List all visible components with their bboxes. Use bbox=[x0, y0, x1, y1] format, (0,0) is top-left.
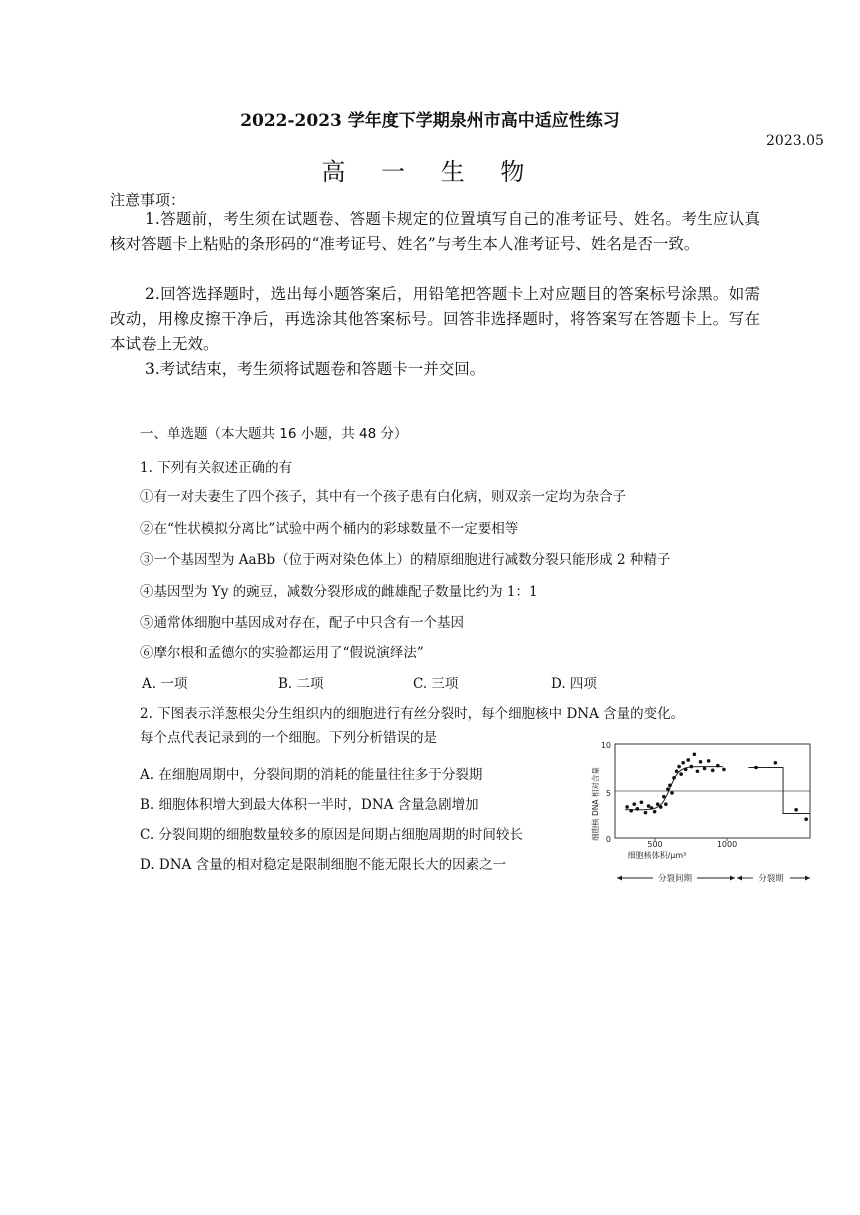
interphase-data-point bbox=[666, 787, 670, 791]
note-item-1: 1.答题前，考生须在试题卷、答题卡规定的位置填写自己的准考证号、姓名。考生应认真核对答题卡上粘贴的条形码的“准考证号、姓名”与考生本人准考证号、姓名是否一致。 bbox=[110, 210, 760, 253]
interphase-data-point bbox=[684, 768, 688, 772]
interphase-data-point bbox=[686, 758, 690, 762]
exam-title: 2022-2023 学年度下学期泉州市高中适应性练习 bbox=[240, 111, 620, 131]
q1-statement: ①有一对夫妻生了四个孩子，其中有一个孩子患有白化病，则双亲一定均为杂合子 bbox=[140, 489, 626, 505]
interphase-data-point bbox=[653, 810, 657, 814]
mitosis-step-line bbox=[748, 768, 810, 814]
subject-title: 高 一 生 物 bbox=[321, 158, 539, 186]
q1-option-d: D. 四项 bbox=[551, 676, 597, 692]
q1-statement: ④基因型为 Yy 的豌豆，减数分裂形成的雌雄配子数量比约为 1：1 bbox=[140, 584, 538, 600]
interphase-trend-curve bbox=[625, 767, 723, 810]
q1-stem: 1. 下列有关叙述正确的有 bbox=[140, 460, 293, 476]
interphase-data-point bbox=[722, 768, 726, 772]
interphase-data-point bbox=[670, 791, 674, 795]
interphase-data-point bbox=[716, 764, 720, 768]
q1-option-c: C. 三项 bbox=[413, 676, 459, 692]
q1-statement: ⑥摩尔根和孟德尔的实验都运用了“假说演绎法” bbox=[140, 645, 424, 661]
mitosis-data-point bbox=[804, 817, 808, 821]
q1-option-a: A. 一项 bbox=[142, 676, 188, 692]
exam-date: 2023.05 bbox=[766, 133, 824, 149]
interphase-data-point bbox=[629, 809, 633, 813]
q1-statement: ②在“性状模拟分离比”试验中两个桶内的彩球数量不一定要相等 bbox=[140, 521, 519, 537]
interphase-data-point bbox=[644, 811, 648, 815]
q1-statement: ③一个基因型为 AaBb（位于两对染色体上）的精原细胞进行减数分裂只能形成 2 种精子 bbox=[140, 552, 671, 568]
phase-label-mitosis: 分裂期 bbox=[758, 874, 784, 884]
interphase-data-point bbox=[650, 806, 654, 810]
mitosis-data-point bbox=[754, 766, 758, 770]
interphase-data-point bbox=[668, 784, 672, 788]
q2-stem-line2: 每个点代表记录到的一个细胞。下列分析错误的是 bbox=[140, 730, 437, 746]
mitosis-data-point bbox=[794, 808, 798, 812]
interphase-data-point bbox=[662, 795, 666, 799]
interphase-data-point bbox=[696, 769, 700, 773]
interphase-data-point bbox=[675, 769, 679, 773]
q1-option-b: B. 二项 bbox=[278, 676, 324, 692]
interphase-data-point bbox=[625, 805, 629, 809]
q2-option-b: B. 细胞体积增大到最大体积一半时，DNA 含量急剧增加 bbox=[140, 797, 479, 813]
mitosis-data-point bbox=[774, 761, 778, 765]
q1-statement: ⑤通常体细胞中基因成对存在，配子中只含有一个基因 bbox=[140, 615, 464, 631]
interphase-data-point bbox=[659, 805, 663, 809]
interphase-data-point bbox=[632, 802, 636, 806]
interphase-data-point bbox=[677, 765, 681, 769]
interphase-data-point bbox=[711, 769, 715, 773]
interphase-data-point bbox=[640, 800, 644, 804]
interphase-data-point bbox=[699, 760, 703, 764]
phase-arrow-head bbox=[730, 876, 735, 881]
interphase-data-point bbox=[693, 753, 697, 757]
q2-option-d: D. DNA 含量的相对稳定是限制细胞不能无限长大的因素之一 bbox=[140, 857, 507, 873]
interphase-data-point bbox=[672, 776, 676, 780]
phase-label-interphase: 分裂间期 bbox=[657, 874, 693, 884]
y-tick-0: 0 bbox=[605, 835, 611, 844]
note-item-2: 2.回答选择题时，选出每小题答案后，用铅笔把答题卡上对应题目的答案标号涂黑。如需改动，用橡皮擦干净后，再选涂其他答案标号。回答非选择题时，将答案写在答题卡上。写在本试卷上无效。 bbox=[110, 285, 760, 353]
interphase-data-point bbox=[707, 759, 711, 763]
interphase-data-point bbox=[664, 802, 668, 806]
interphase-data-point bbox=[703, 767, 707, 771]
interphase-data-point bbox=[681, 761, 685, 765]
note-item-3: 3.考试结束，考生须将试题卷和答题卡一并交回。 bbox=[145, 360, 486, 378]
y-tick-10: 10 bbox=[600, 741, 611, 750]
interphase-data-point bbox=[647, 804, 651, 808]
dna-content-chart bbox=[585, 738, 815, 888]
phase-arrow-head bbox=[805, 876, 810, 881]
interphase-data-point bbox=[679, 772, 683, 776]
interphase-data-point bbox=[636, 807, 640, 811]
interphase-data-point bbox=[690, 765, 694, 769]
phase-arrow-head bbox=[737, 876, 742, 881]
q2-option-a: A. 在细胞周期中，分裂间期的消耗的能量往往多于分裂期 bbox=[140, 767, 483, 783]
phase-arrow-head bbox=[617, 876, 622, 881]
x-axis-label: 细胞核体积/μm³ bbox=[627, 851, 687, 860]
interphase-data-point bbox=[656, 802, 660, 806]
y-axis-label: 细胞核 DNA 相对含量 bbox=[591, 767, 600, 841]
x-tick-500: 500 bbox=[647, 840, 663, 849]
notes-heading: 注意事项： bbox=[110, 191, 186, 209]
q2-stem-line1: 2. 下图表示洋葱根尖分生组织内的细胞进行有丝分裂时，每个细胞核中 DNA 含量的变化。 bbox=[140, 706, 685, 722]
q2-option-c: C. 分裂间期的细胞数量较多的原因是间期占细胞周期的时间较长 bbox=[140, 827, 523, 843]
y-tick-5: 5 bbox=[605, 789, 611, 798]
x-tick-1000: 1000 bbox=[716, 840, 738, 849]
section-heading: 一、单选题（本大题共 16 小题，共 48 分） bbox=[140, 426, 408, 442]
